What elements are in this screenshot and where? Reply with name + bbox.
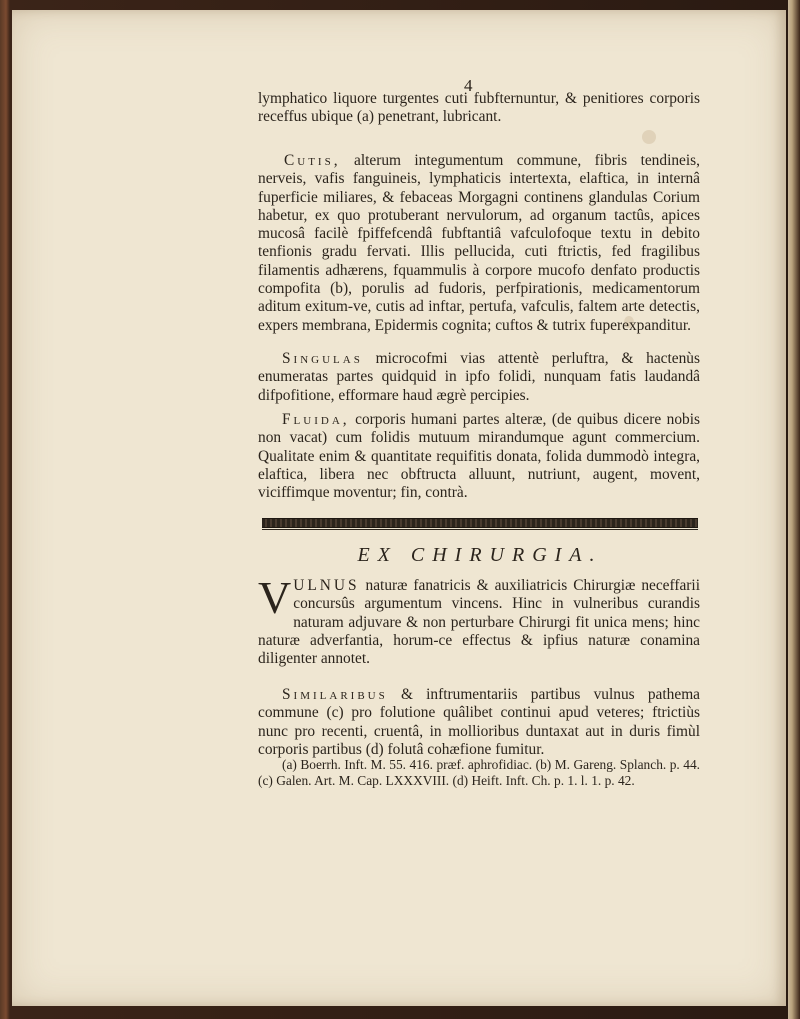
paragraph-lead-word: Cutis, [284,152,341,169]
paragraph-lead-word: Similaribus [282,686,388,703]
paragraph-body [258,350,700,405]
thin-rule [262,529,698,530]
paragraph-text: microcofmi vias attentè perluftra, & hactenùs enumeratas partes quidquid in ipfo folidi, nunquam fatis laudandâ difpofitione, efformare haud ægrè percipies. [258,350,700,404]
footnotes-text: (a) Boerrh. Inft. M. 55. 416. præf. aphrofidiac. (b) M. Gareng. Splanch. p. 44. (c) Galen. Art. M. Cap. LXXXVIII. (d) Heift. Inft. Ch. p. 1. l. 1. p. 42. [258,757,700,788]
paragraph-body [258,572,700,668]
paragraph-vulnus [258,572,700,668]
paragraph-text: & inftrumentariis partibus vulnus pathema commune (c) pro folutione quâlibet continui apud veteres; ftrictiùs nunc pro recenti, cruentâ, in mollioribus duntaxat aut in duris fimùl corporis partibus (d) folutâ cohæfione fumitur. [258,686,700,758]
paper-stain [642,130,656,144]
footnotes [258,757,700,789]
paragraph-text: alterum integumentum commune, fibris tendineis, nerveis, vafis fanguineis, lymphaticis intertexta, elaftica, in internâ fuperficie miliares, & febaceas Morgagni continens glandulas Corium habetur, ex quo protuberant nervulorum, ad organum tactûs, apices mucosâ facilè fpiffefcendâ fubftantiâ vafculofoque textu in debito tenfionis gradu fervati. Illis pellucida, cuti ftrictis, fed fragilibus filamentis adhærens, fquammulis à corpore mucofo denfato productis compofita (b), porulis ad fudoris, perfpirationis, medicamentorum aditum exitum-ve, cutis ad inftar, pertufa, vafculis, faltem arte detectis, expers membrana, Epidermis cognita; cuftos & tutrix fuperexpanditur. [258,152,700,334]
paragraph-text: naturæ fanatricis & auxiliatricis Chirurgiæ neceffarii concursûs argumentum vincens. Hinc in vulneribus curandis naturam adjuvare & non perturbare Chirurgi fit unica mens; hinc naturæ adverfantia, horum-ce effectus & ipfius naturæ conamina diligenter annotet. [258,577,700,668]
drop-cap: V [258,572,292,623]
paragraph-singulas [258,350,700,405]
paragraph-lead-word: Singulas [282,350,363,367]
paragraph-fluida [258,411,700,502]
paragraph-lead-word: ULNUS [293,577,360,594]
paragraph-cutis [258,152,700,335]
book-spine [788,0,800,1019]
paragraph-text: corporis humani partes alteræ, (de quibus dicere nobis non vacat) cum folidis mutuum mirandumque agunt commercium. Qualitate enim & quantitate requifitis donata, folida dummodò integra, elaftica, libera nec obftructa alluunt, nutriunt, augent, movent, viciffimque moventur; fin, contrà. [258,411,700,502]
section-heading: EX CHIRURGIA. [357,544,603,566]
paragraph-lymphatico [258,90,700,127]
paragraph-text: lymphatico liquore turgentes cuti fubfternuntur, & penitiores corporis receffus ubique (a) penetrant, lubricant. [258,90,700,126]
paragraph-body [258,411,700,502]
paragraph-similaribus [258,686,700,759]
ornamental-rule [262,518,698,528]
paragraph-body [258,686,700,759]
paragraph-body [258,152,700,335]
page-number: 4 [464,76,473,95]
paragraph-lead-word: Fluida, [282,411,350,428]
